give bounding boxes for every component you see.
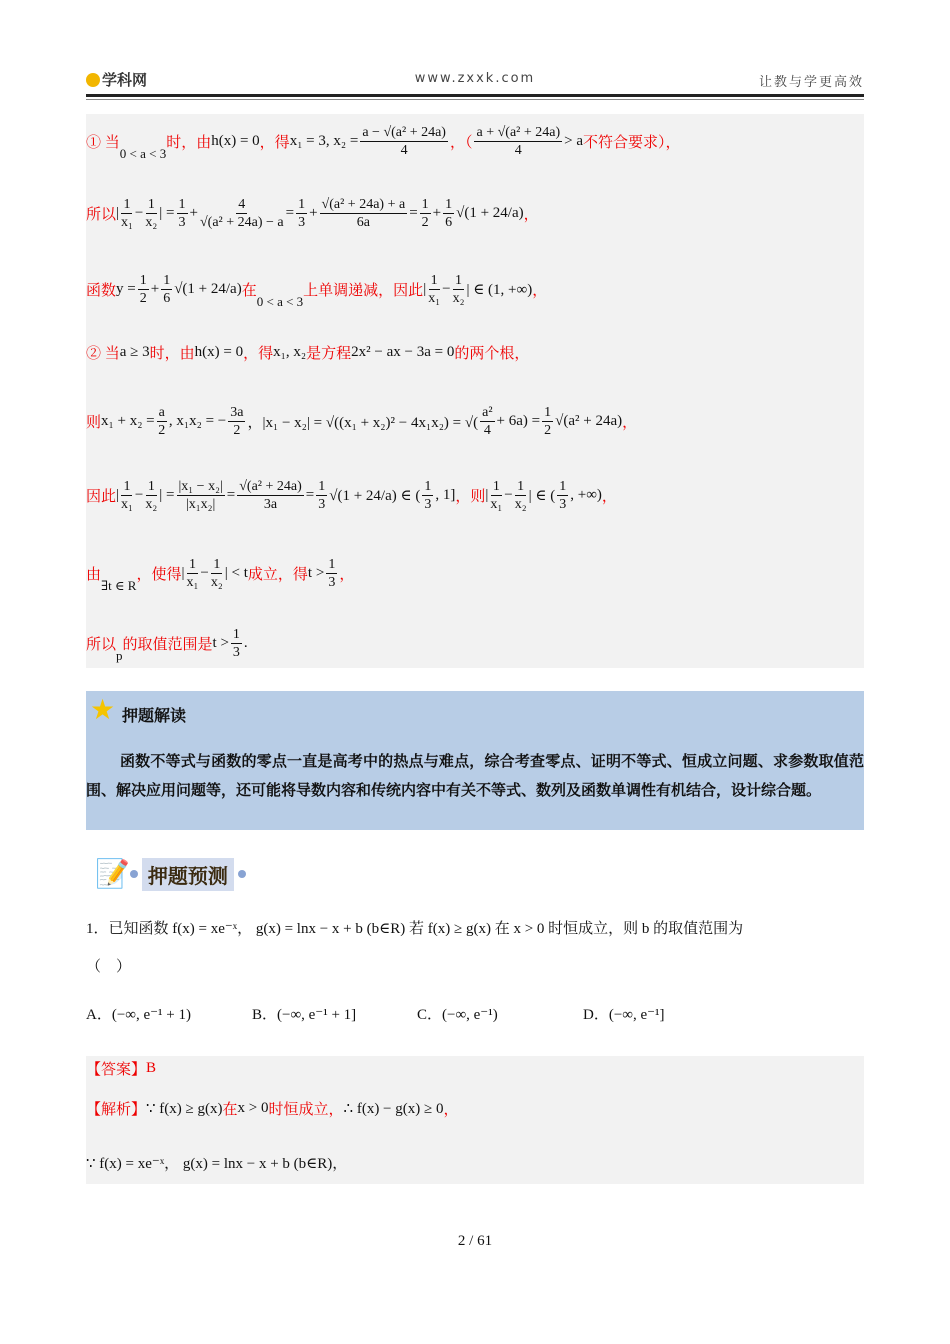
fraction: [157, 404, 167, 439]
text-segment: 则: [86, 415, 102, 431]
fraction: [490, 478, 502, 513]
numerator: 4: [238, 197, 246, 212]
fraction: [121, 196, 133, 231]
math-line: [86, 478, 617, 513]
math-expr: h(x) = 0: [194, 344, 244, 360]
text-segment: ② 当: [86, 346, 120, 362]
text-segment: 由: [86, 567, 102, 583]
fraction: [542, 404, 553, 439]
answer-label: 【答案】: [86, 1062, 147, 1078]
text-segment: ，使得: [136, 567, 182, 583]
math-expr: |: [116, 487, 120, 503]
math-line: [86, 404, 637, 439]
denominator: |x₁x₂|: [185, 497, 216, 512]
text-segment: 是方程: [306, 346, 352, 362]
math-line: [86, 272, 547, 307]
text-segment: ，则: [455, 489, 486, 505]
numerator: 1: [430, 273, 438, 288]
denominator: 6: [163, 291, 171, 306]
math-expr: =: [409, 205, 418, 221]
math-line: [86, 342, 529, 363]
fraction: [326, 556, 337, 591]
numerator: a²: [482, 405, 493, 420]
math-expr: |: [485, 487, 489, 503]
fraction: [187, 556, 199, 591]
fraction: [443, 196, 454, 231]
fraction: [145, 478, 157, 513]
numerator: 1: [123, 197, 131, 212]
numerator: a: [158, 405, 165, 420]
math-expr: x₁, x₂: [273, 344, 307, 360]
text-segment: 在: [241, 283, 257, 299]
math-expr: y =: [116, 281, 136, 297]
numerator: 1: [421, 197, 429, 212]
denominator: 2: [139, 291, 147, 306]
math-expr: √(a² + 24a): [555, 413, 623, 429]
math-expr: +: [189, 205, 198, 221]
fraction: [422, 478, 433, 513]
math-expr: | < t: [224, 565, 248, 581]
numerator: 1: [445, 197, 453, 212]
solution-box: [86, 114, 864, 668]
denominator: x₂: [452, 291, 465, 306]
condition-expr: 0 < a < 3: [119, 145, 167, 161]
denominator: 2: [421, 215, 429, 230]
math-line: [86, 196, 539, 231]
fraction: [177, 196, 188, 231]
fraction: [296, 196, 307, 231]
condition-expr: ∃t ∈ R: [101, 577, 137, 593]
math-expr: h(x) = 0: [211, 133, 260, 149]
numerator: 1: [424, 479, 432, 494]
denominator: x₁: [121, 497, 133, 512]
math-expr: x₁ = 3, x₂ =: [289, 133, 359, 149]
header-url: www.zxxk.com: [414, 71, 536, 86]
text-segment: 成立，得: [247, 567, 308, 583]
denominator: x₁: [490, 497, 503, 512]
fraction: [360, 124, 448, 159]
denominator: 3: [328, 575, 336, 590]
denominator: x₂: [145, 215, 158, 230]
numerator: 1: [559, 479, 567, 494]
fraction: [211, 556, 223, 591]
math-expr: =: [226, 487, 236, 503]
logo-text: 学科网: [102, 72, 148, 89]
page-number: 2 / 61: [457, 1233, 493, 1249]
numerator: 1: [232, 627, 240, 642]
math-expr: −: [134, 487, 144, 503]
denominator: 4: [400, 143, 408, 158]
fraction: [145, 196, 157, 231]
denominator: 4: [483, 423, 491, 438]
math-expr: t >: [307, 565, 325, 581]
fraction: [557, 478, 568, 513]
answer-line: [86, 1058, 156, 1079]
fraction: [453, 272, 465, 307]
math-expr: | ∈ (: [528, 488, 556, 504]
math-expr: √(1 + 24/a) ∈ (: [329, 488, 421, 504]
denominator: x₁: [121, 215, 133, 230]
math-expr: +: [309, 205, 318, 221]
math-expr: √(1 + 24/a): [174, 281, 242, 297]
numerator: a + √(a² + 24a): [476, 125, 561, 140]
math-line: [86, 1152, 347, 1173]
numerator: 1: [163, 273, 171, 288]
text-segment: 不符合要求），: [583, 135, 681, 151]
numerator: 1: [139, 273, 147, 288]
text-segment: 在: [222, 1102, 238, 1118]
denominator: √(a² + 24a) − a: [199, 215, 284, 230]
text-segment: ，: [523, 207, 539, 223]
denominator: 4: [514, 143, 522, 158]
fraction: [474, 124, 562, 159]
denominator: x₂: [514, 497, 527, 512]
math-expr: −: [134, 205, 144, 221]
numerator: √(a² + 24a) + a: [321, 197, 406, 212]
text-segment: 的取值范围是: [122, 637, 213, 653]
math-expr: ∴ f(x) − g(x) ≥ 0: [343, 1101, 444, 1117]
text-segment: 函数: [86, 283, 117, 299]
condition-expr: p: [116, 647, 123, 663]
math-expr: +: [432, 205, 442, 221]
math-expr: −: [504, 487, 513, 503]
fraction: [231, 626, 242, 661]
denominator: x₂: [145, 497, 158, 512]
fraction: [200, 196, 284, 231]
question-text: 1．已知函数 f(x) = xe⁻ˣ， g(x) = lnx − x + b (b∈R) 若 f(x) ≥ g(x) 在 x > 0 时恒成立，则 b 的取值范围为: [86, 921, 744, 937]
text-segment: ，: [339, 567, 355, 583]
math-expr: +: [150, 281, 160, 297]
math-expr: + 6a) =: [496, 413, 541, 429]
numerator: 1: [298, 197, 306, 212]
math-line: [86, 626, 248, 661]
numerator: 1: [318, 479, 326, 494]
denominator: 3: [178, 215, 186, 230]
text-segment: 时，由: [166, 135, 212, 151]
math-expr: > a: [564, 133, 583, 149]
text-segment: 所以: [86, 207, 117, 223]
math-expr: |: [116, 205, 120, 221]
math-expr: =: [285, 205, 295, 221]
text-segment: 因此: [86, 489, 117, 505]
math-expr: √(1 + 24/a): [456, 205, 524, 221]
prediction-heading: [95, 857, 246, 891]
header-slogan: 让教与学更高效: [758, 75, 864, 90]
numerator: 1: [213, 557, 221, 572]
option-a: A．(−∞, e⁻¹ + 1): [86, 1007, 192, 1023]
denominator: 3: [559, 497, 567, 512]
denominator: x₁: [428, 291, 441, 306]
fraction: [161, 272, 172, 307]
denominator: 3a: [263, 497, 278, 512]
denominator: x₂: [210, 575, 223, 590]
answer-value: B: [146, 1060, 157, 1076]
math-expr: 2x² − ax − 3a = 0: [351, 344, 455, 360]
math-line: [86, 124, 681, 159]
star-icon: ★: [90, 695, 116, 726]
text-segment: 【解析】: [86, 1102, 147, 1118]
option-d: D．(−∞, e⁻¹]: [583, 1007, 665, 1023]
numerator: 1: [147, 479, 155, 494]
math-expr: =: [305, 487, 315, 503]
text-segment: ，（: [449, 135, 473, 151]
page-header: [86, 66, 864, 97]
text-segment: ，: [532, 283, 548, 299]
math-line: [86, 556, 354, 591]
math-expr: x > 0: [237, 1100, 269, 1116]
numerator: 1: [328, 557, 336, 572]
math-expr: ∵ f(x) = xe⁻ˣ， g(x) = lnx − x + b (b∈R)，: [86, 1156, 348, 1172]
numerator: 1: [178, 197, 186, 212]
prediction-title: 押题预测: [142, 858, 234, 891]
text-segment: ，得: [243, 346, 274, 362]
option-c: C．(−∞, e⁻¹): [417, 1007, 498, 1023]
fraction: [480, 404, 494, 439]
math-expr: .: [243, 635, 248, 651]
fraction: [237, 478, 304, 513]
fraction: [121, 478, 133, 513]
notepad-pencil-icon: 📝: [95, 859, 130, 890]
math-expr: | =: [159, 205, 175, 221]
denominator: 3: [298, 215, 306, 230]
text-segment: 时恒成立，: [268, 1102, 344, 1118]
condition-expr: 0 < a < 3: [256, 293, 304, 309]
fraction: [515, 478, 527, 513]
fraction: [428, 272, 440, 307]
text-segment: 所以: [86, 637, 117, 653]
denominator: 2: [233, 423, 241, 438]
math-expr: | =: [159, 487, 175, 503]
math-expr: −: [442, 281, 451, 297]
question-blank: （ ）: [86, 959, 132, 975]
math-expr: x₁ + x₂ =: [101, 413, 155, 429]
numerator: 1: [123, 479, 131, 494]
numerator: 3a: [230, 405, 244, 420]
math-expr: , x₁x₂ = −: [168, 413, 227, 429]
math-expr: ∵ f(x) ≥ g(x): [146, 1101, 223, 1117]
text-segment: ，: [601, 489, 617, 505]
interpretation-title: 押题解读: [122, 706, 187, 725]
text-segment: ，得: [259, 135, 290, 151]
numerator: 1: [188, 557, 196, 572]
math-expr: | ∈ (1, +∞): [466, 282, 533, 298]
text-segment: 上单调递减，因此: [303, 283, 424, 299]
math-expr: ，|x₁ − x₂| = √((x₁ + x₂)² − 4x₁x₂) = √(: [247, 415, 479, 431]
option-b: B．(−∞, e⁻¹ + 1]: [252, 1007, 357, 1023]
denominator: 3: [232, 645, 240, 660]
math-expr: −: [200, 565, 209, 581]
text-segment: 时，由: [149, 346, 195, 362]
fraction: [320, 196, 408, 231]
numerator: 1: [544, 405, 552, 420]
fraction: [228, 404, 245, 439]
math-expr: a ≥ 3: [119, 344, 150, 360]
dot-icon: [130, 870, 138, 878]
math-expr: t >: [212, 635, 229, 651]
numerator: √(a² + 24a): [239, 479, 302, 494]
numerator: |x₁ − x₂|: [178, 479, 223, 494]
denominator: 6: [445, 215, 453, 230]
text-segment: ，: [443, 1102, 459, 1118]
numerator: 1: [517, 479, 525, 494]
denominator: 3: [318, 497, 326, 512]
numerator: 1: [147, 197, 155, 212]
interpretation-body: 函数不等式与函数的零点一直是高考中的热点与难点，综合考查零点、证明不等式、恒成立问题、求参数取值范围、解决应用问题等，还可能将导数内容和传统内容中有关不等式、数列及函数单调性有机结合，设计综合题。: [86, 752, 864, 799]
denominator: 2: [158, 423, 166, 438]
denominator: x₁: [186, 575, 199, 590]
numerator: a − √(a² + 24a): [362, 125, 446, 140]
fraction: [177, 478, 225, 513]
answer-box: [86, 1056, 864, 1184]
denominator: 3: [424, 497, 432, 512]
numerator: 1: [492, 479, 500, 494]
dot-icon: [238, 870, 246, 878]
math-expr: |: [423, 281, 427, 297]
text-segment: ，: [622, 415, 638, 431]
interpretation-box: [86, 691, 864, 830]
text-segment: 的两个根，: [454, 346, 530, 362]
math-expr: , +∞): [570, 487, 602, 503]
denominator: 2: [544, 423, 552, 438]
fraction: [138, 272, 149, 307]
math-line: [86, 1098, 459, 1119]
text-segment: ① 当: [86, 135, 120, 151]
math-expr: , 1]: [435, 487, 456, 503]
fraction: [316, 478, 327, 513]
fraction: [420, 196, 431, 231]
math-expr: |: [181, 565, 185, 581]
numerator: 1: [455, 273, 462, 288]
denominator: 6a: [356, 215, 370, 230]
